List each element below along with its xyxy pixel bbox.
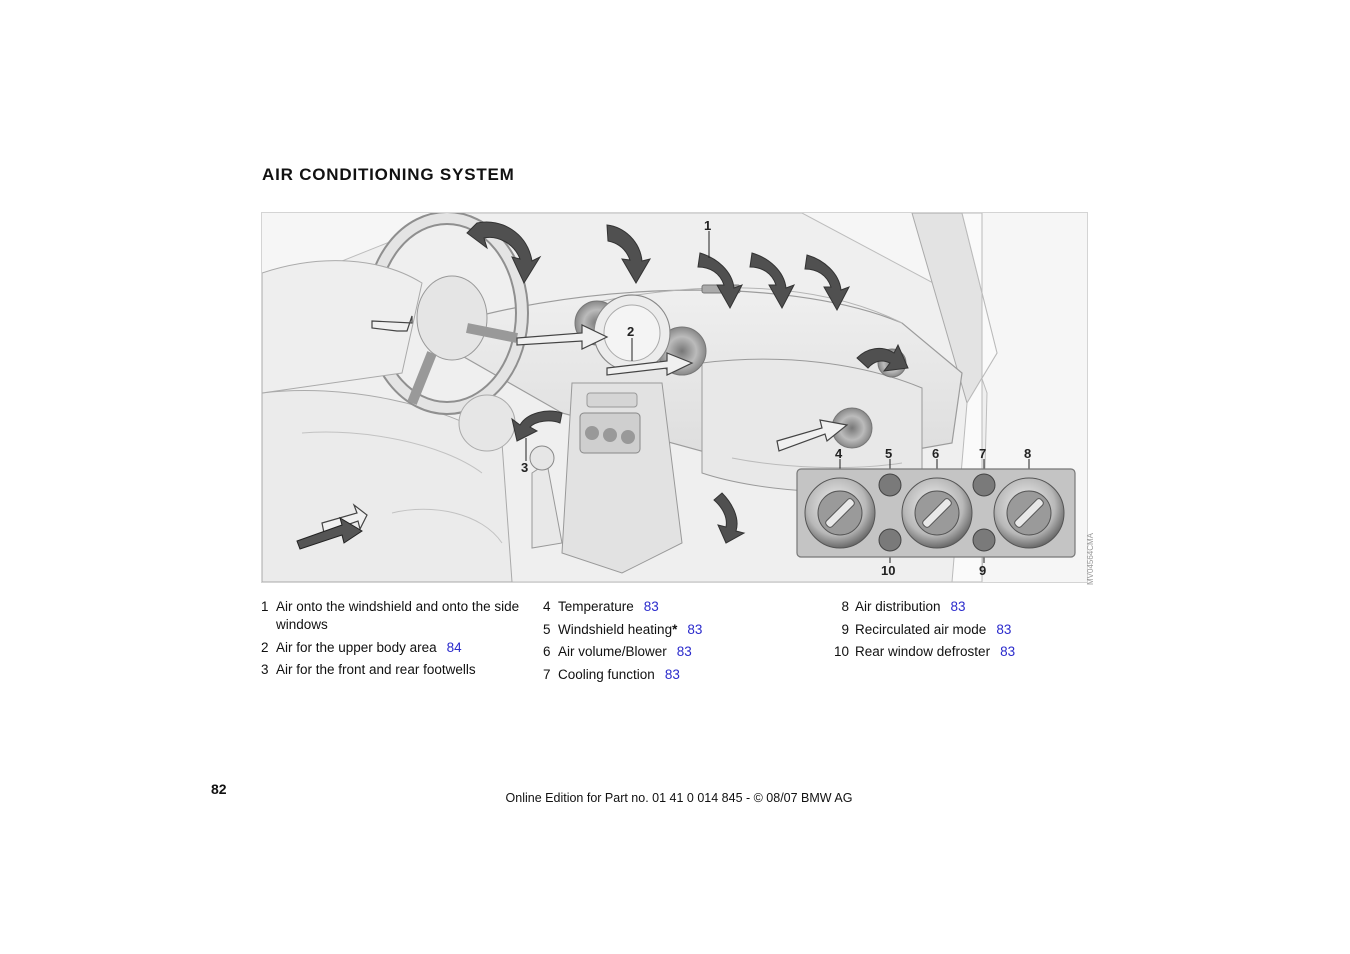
legend-text: Air for the front and rear footwells	[276, 662, 476, 677]
legend-item-1	[261, 598, 521, 634]
legend-text: Air distribution	[855, 599, 941, 614]
page-number: 82	[211, 781, 227, 797]
legend-item-5	[543, 621, 803, 639]
legend-column-2	[543, 598, 803, 688]
page-reference-link[interactable]: 83	[996, 621, 1012, 637]
legend-column-3	[825, 598, 1085, 666]
figure-code: MV04564CMA	[1086, 532, 1095, 585]
callout-10: 10	[881, 563, 896, 578]
legend-item-4	[543, 598, 803, 616]
callout-9: 9	[979, 563, 987, 578]
legend-number: 6	[543, 644, 551, 659]
legend-text: Temperature	[558, 599, 634, 614]
callout-6: 6	[932, 446, 940, 461]
legend-item-10	[825, 643, 1085, 661]
legend-number: 9	[841, 621, 849, 637]
legend-text: Air volume/Blower	[558, 644, 667, 659]
legend-text: Air for the upper body area	[276, 639, 437, 655]
legend-text: Recirculated air mode	[855, 621, 987, 637]
legend-item-3	[261, 661, 521, 679]
page-reference-link[interactable]: 83	[950, 599, 966, 614]
legend-number: 10	[833, 644, 849, 659]
legend-number: 8	[841, 599, 849, 614]
legend-column-1	[261, 598, 521, 684]
legend-number: 7	[543, 666, 551, 682]
page-reference-link[interactable]: 83	[664, 666, 680, 682]
callout-7: 7	[979, 446, 987, 461]
callout-1: 1	[704, 218, 712, 233]
legend-number: 1	[261, 599, 269, 614]
callout-4: 4	[835, 446, 843, 461]
page-reference-link[interactable]: 84	[446, 639, 462, 655]
legend-item-2	[261, 639, 521, 657]
legend-item-9	[825, 621, 1085, 639]
callout-5: 5	[885, 446, 893, 461]
legend-text: Cooling function	[558, 666, 655, 682]
page-reference-link[interactable]: 83	[676, 644, 692, 659]
page-reference-link[interactable]: 83	[1000, 644, 1016, 659]
legend-item-8	[825, 598, 1085, 616]
legend-number: 3	[261, 662, 269, 677]
legend-text: Air onto the windshield and onto the side windows	[276, 599, 520, 632]
optional-equipment-asterisk: *	[672, 621, 678, 637]
legend-item-7	[543, 666, 803, 684]
callout-3: 3	[521, 460, 529, 475]
legend-number: 4	[543, 599, 551, 614]
legend-text: Windshield heating	[558, 621, 673, 637]
callout-2: 2	[627, 324, 635, 339]
edition-footer: Online Edition for Part no. 01 41 0 014 845 - © 08/07 BMW AG	[505, 791, 853, 805]
callout-8: 8	[1024, 446, 1032, 461]
legend-number: 5	[543, 621, 551, 637]
page-reference-link[interactable]: 83	[687, 621, 703, 637]
legend-number: 2	[261, 639, 269, 655]
page-reference-link[interactable]: 83	[643, 599, 659, 614]
legend-item-6	[543, 643, 803, 661]
legend-text: Rear window defroster	[855, 644, 991, 659]
dashboard-illustration	[261, 212, 1088, 583]
page-title: AIR CONDITIONING SYSTEM	[262, 165, 515, 184]
